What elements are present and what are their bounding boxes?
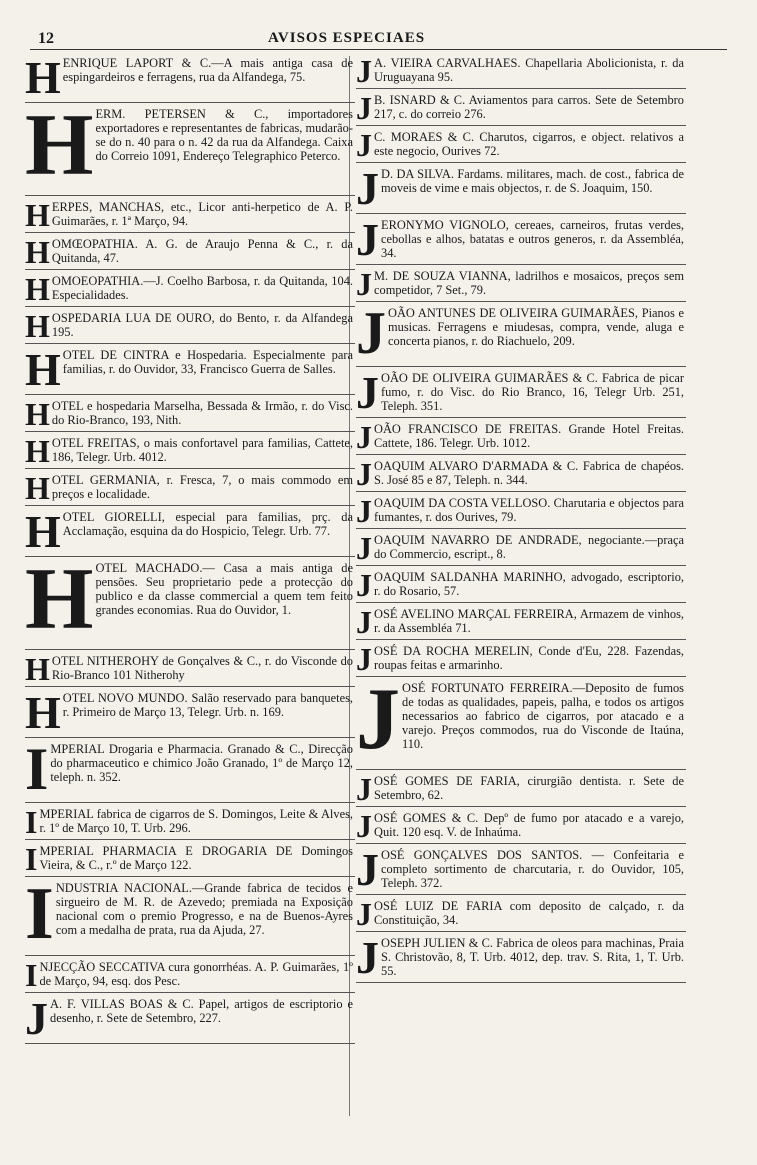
advertisement-text: OSÉ LUIZ DE FARIA com deposito de calçado, r. da Constituição, 34.	[374, 899, 684, 927]
advertisement-text: OSÉ DA ROCHA MERELIN, Conde d'Eu, 228. Fazendas, roupas feitas e armarinho.	[374, 644, 684, 672]
advertisement-text: OTEL DE CINTRA e Hospedaria. Especialmente para familias, r. do Ouvidor, 33, Francisco Guerra de Salles.	[62, 348, 353, 376]
advertisement-text: ERPES, MANCHAS, etc., Licor anti-herpetico de A. P. Guimarães, r. 1ª Março, 94.	[51, 200, 353, 228]
page-title: AVISOS ESPECIAES	[268, 30, 426, 46]
advertisement	[25, 237, 355, 270]
advertisement-text: NDUSTRIA NACIONAL.—Grande fabrica de tecidos e sirgueiro de M. R. de Azevedo; premiada na Exposição nacional com o premio Progresso, e na de Buenos-Ayres com a medalha de prata, rua da Ajuda, 27.	[55, 881, 353, 937]
advertisement	[356, 56, 686, 89]
advertisement-text: A. F. VILLAS BOAS & C. Papel, artigos de escriptorio e desenho, r. Sete de Setembro, 227.	[50, 997, 353, 1025]
drop-initial: J	[356, 570, 372, 603]
advertisement-text: OSPEDARIA LUA DE OURO, do Bento, r. da Alfandega 195.	[51, 311, 353, 339]
header-rule	[30, 49, 727, 50]
drop-initial: I	[25, 960, 38, 993]
advertisement-text: ERONYMO VIGNOLO, cereaes, carneiros, frutas verdes, cebollas e alhos, batatas e outros generos, r. da Assembléa, 34.	[381, 218, 684, 260]
drop-initial: J	[356, 371, 379, 418]
advertisement	[356, 218, 686, 265]
advertisement	[356, 459, 686, 492]
advertisement	[356, 774, 686, 807]
advertisement	[356, 644, 686, 677]
advertisement-text: A. VIEIRA CARVALHAES. Chapellaria Abolicionista, r. da Uruguayana 95.	[374, 56, 684, 84]
advertisement	[25, 807, 355, 840]
advertisement-text: OSÉ GONÇALVES DOS SANTOS. — Confeitaria e completo sortimento de charcutaria, r. do Ouvidor, 105, Teleph. 372.	[381, 848, 684, 890]
drop-initial: J	[356, 774, 372, 807]
advertisement-text: OAQUIM ALVARO D'ARMADA & C. Fabrica de chapéos. S. José 85 e 87, Teleph. n. 344.	[374, 459, 684, 487]
advertisement	[356, 811, 686, 844]
drop-initial: H	[25, 561, 94, 648]
advertisement-text: OTEL e hospedaria Marselha, Bessada & Irmão, r. do Visc. do Rio-Branco, 193, Nith.	[51, 399, 353, 427]
advertisement	[356, 899, 686, 932]
advertisement-text: OSEPH JULIEN & C. Fabrica de oleos para machinas, Praia S. Christovão, 8, T. Urb. 4012, dep. trav. S. Rita, 1, T. Urb. 55.	[381, 936, 684, 978]
drop-initial: H	[25, 348, 61, 395]
drop-initial: J	[356, 848, 379, 895]
advertisement-text: OTEL GIORELLI, especial para familias, prç. da Acclamação, esquina da do Hospicio, Telegr. Urb. 77.	[62, 510, 353, 538]
advertisement-text: ERM. PETERSEN & C., importadores exportadores e representantes de fabricas, mudarão-se do n. 40 para o n. 42 da rua da Alfandega. Caixa do Correio 1091, Endereço Telegraphico Peterco.	[95, 107, 353, 163]
advertisement	[25, 510, 355, 557]
drop-initial: I	[25, 742, 49, 802]
right-column	[356, 56, 686, 1146]
advertisement-text: OSÉ AVELINO MARÇAL FERREIRA, Armazem de vinhos, r. da Assembléa 71.	[374, 607, 684, 635]
drop-initial: J	[356, 422, 372, 455]
drop-initial: J	[356, 93, 372, 126]
drop-initial: H	[25, 691, 61, 738]
advertisement	[25, 654, 355, 687]
advertisement	[25, 473, 355, 506]
advertisement-text: OTEL NOVO MUNDO. Salão reservado para banquetes, r. Primeiro de Março 13, Telegr. Urb. n. 169.	[62, 691, 353, 719]
advertisement-text: OMŒOPATHIA. A. G. de Araujo Penna & C., r. da Quitanda, 47.	[51, 237, 353, 265]
advertisement	[356, 167, 686, 214]
advertisement	[25, 881, 355, 956]
advertisement	[356, 371, 686, 418]
advertisement	[356, 570, 686, 603]
advertisement	[25, 742, 355, 803]
drop-initial: J	[356, 167, 379, 214]
advertisement	[356, 269, 686, 302]
advertisement	[25, 691, 355, 738]
advertisement	[25, 107, 355, 196]
advertisement	[356, 496, 686, 529]
drop-initial: H	[25, 654, 50, 687]
advertisement	[25, 311, 355, 344]
advertisement	[25, 274, 355, 307]
advertisement-text: OÃO DE OLIVEIRA GUIMARÃES & C. Fabrica de picar fumo, r. do Visc. do Rio Branco, 16, Telegr Urb. 251, Teleph. 351.	[381, 371, 684, 413]
advertisement	[25, 399, 355, 432]
advertisement	[356, 533, 686, 566]
advertisement-text: OÃO ANTUNES DE OLIVEIRA GUIMARÃES, Pianos e musicas. Ferragens e miudesas, compra, vende, aluga e concerta pianos, r. do Riachuelo, 209.	[388, 306, 684, 348]
advertisement	[25, 997, 355, 1044]
drop-initial: H	[25, 56, 61, 103]
advertisement-text: OSÉ GOMES DE FARIA, cirurgião dentista. r. Sete de Setembro, 62.	[374, 774, 684, 802]
advertisement	[25, 436, 355, 469]
advertisement	[356, 306, 686, 367]
drop-initial: J	[356, 681, 400, 768]
advertisement-text: OAQUIM SALDANHA MARINHO, advogado, escriptorio, r. do Rosario, 57.	[374, 570, 684, 598]
advertisement-text: OSÉ GOMES & C. Depº de fumo por atacado e a varejo, Quit. 120 esq. V. de Inhaúma.	[374, 811, 684, 839]
advertisement	[356, 93, 686, 126]
advertisement-text: ENRIQUE LAPORT & C.—A mais antiga casa de espingardeiros e ferragens, rua da Alfandega, 75.	[62, 56, 353, 84]
advertisement-text: OTEL MACHADO.— Casa a mais antiga de pensões. Seu proprietario pede a protecção do publico e da classe commercial a quem tem feito grandes economias. Rua do Ouvidor, 1.	[95, 561, 353, 617]
advertisement-text: M. DE SOUZA VIANNA, ladrilhos e mosaicos, preços sem competidor, 7 Set., 79.	[374, 269, 684, 297]
advertisement-text: OAQUIM NAVARRO DE ANDRADE, negociante.—praça do Commercio, escript., 8.	[374, 533, 684, 561]
advertisement	[356, 130, 686, 163]
advertisement-text: OSÉ FORTUNATO FERREIRA.—Deposito de fumos de todas as qualidades, papeis, palha, e todos os artigos necessarios ao fabrico de cigarros, por atacado e a varejo. Preços commodos, rua do Visconde de Itaúna, 110.	[402, 681, 684, 751]
advertisement-text: MPERIAL PHARMACIA E DROGARIA DE Domingos Vieira, & C., r.º de Março 122.	[39, 844, 353, 872]
advertisement	[25, 348, 355, 395]
advertisement-text: D. DA SILVA. Fardams. militares, mach. de cost., fabrica de moveis de vime e mais objectos, r. de S. Joaquim, 150.	[381, 167, 684, 195]
advertisement-text: B. ISNARD & C. Aviamentos para carros. Sete de Setembro 217, c. do correio 276.	[374, 93, 684, 121]
advertisement	[25, 844, 355, 877]
advertisement-text: OMOEOPATHIA.—J. Coelho Barbosa, r. da Quitanda, 104. Especialidades.	[51, 274, 353, 302]
drop-initial: J	[356, 218, 379, 265]
drop-initial: I	[25, 881, 54, 955]
drop-initial: J	[356, 269, 372, 302]
drop-initial: H	[25, 274, 50, 307]
drop-initial: H	[25, 399, 50, 432]
drop-initial: I	[25, 844, 38, 877]
drop-initial: J	[356, 936, 379, 983]
drop-initial: J	[356, 130, 372, 163]
drop-initial: J	[356, 644, 372, 677]
advertisement-text: C. MORAES & C. Charutos, cigarros, e object. relativos a este negocio, Ourives 72.	[374, 130, 684, 158]
drop-initial: H	[25, 510, 61, 557]
advertisement-text: MPERIAL Drogaria e Pharmacia. Granado & C., Direcção do pharmaceutico e chimico João Granado, 1º de Março 12, teleph. n. 352.	[50, 742, 353, 784]
drop-initial: J	[356, 496, 372, 529]
drop-initial: J	[356, 306, 386, 366]
drop-initial: J	[356, 459, 372, 492]
advertisement	[25, 561, 355, 650]
advertisement	[25, 56, 355, 103]
left-column	[25, 56, 355, 1146]
drop-initial: J	[356, 533, 372, 566]
page-header	[0, 0, 757, 52]
drop-initial: J	[356, 811, 372, 844]
drop-initial: H	[25, 436, 50, 469]
drop-initial: H	[25, 473, 50, 506]
drop-initial: I	[25, 807, 38, 840]
advertisement	[25, 960, 355, 993]
drop-initial: H	[25, 237, 50, 270]
advertisement-text: OTEL FREITAS, o mais confortavel para familias, Cattete, 186, Telegr. Urb. 4012.	[51, 436, 353, 464]
drop-initial: J	[356, 607, 372, 640]
advertisement	[356, 607, 686, 640]
advertisement	[25, 200, 355, 233]
advertisement-text: OAQUIM DA COSTA VELLOSO. Charutaria e objectos para fumantes, r. dos Ourives, 79.	[374, 496, 684, 524]
advertisement	[356, 936, 686, 983]
page-number: 12	[38, 30, 54, 47]
drop-initial: H	[25, 311, 50, 344]
drop-initial: J	[356, 56, 372, 89]
drop-initial: H	[25, 200, 50, 233]
drop-initial: J	[25, 997, 48, 1044]
advertisement	[356, 848, 686, 895]
advertisement	[356, 422, 686, 455]
advertisement-text: OTEL NITHEROHY de Gonçalves & C., r. do Visconde do Rio-Branco 101 Nitherohy	[51, 654, 353, 682]
advertisement-text: MPERIAL fabrica de cigarros de S. Domingos, Leite & Alves, r. 1º de Março 10, T. Urb. 296.	[39, 807, 353, 835]
drop-initial: H	[25, 107, 94, 194]
advertisement	[356, 681, 686, 770]
advertisement-text: NJECÇÃO SECCATIVA cura gonorrhéas. A. P. Guimarães, 1º de Março, 94, esq. dos Pesc.	[39, 960, 353, 988]
drop-initial: J	[356, 899, 372, 932]
advertisement-text: OÃO FRANCISCO DE FREITAS. Grande Hotel Freitas. Cattete, 186. Telegr. Urb. 1012.	[374, 422, 684, 450]
advertisement-text: OTEL GERMANIA, r. Fresca, 7, o mais commodo em preços e localidade.	[51, 473, 353, 501]
